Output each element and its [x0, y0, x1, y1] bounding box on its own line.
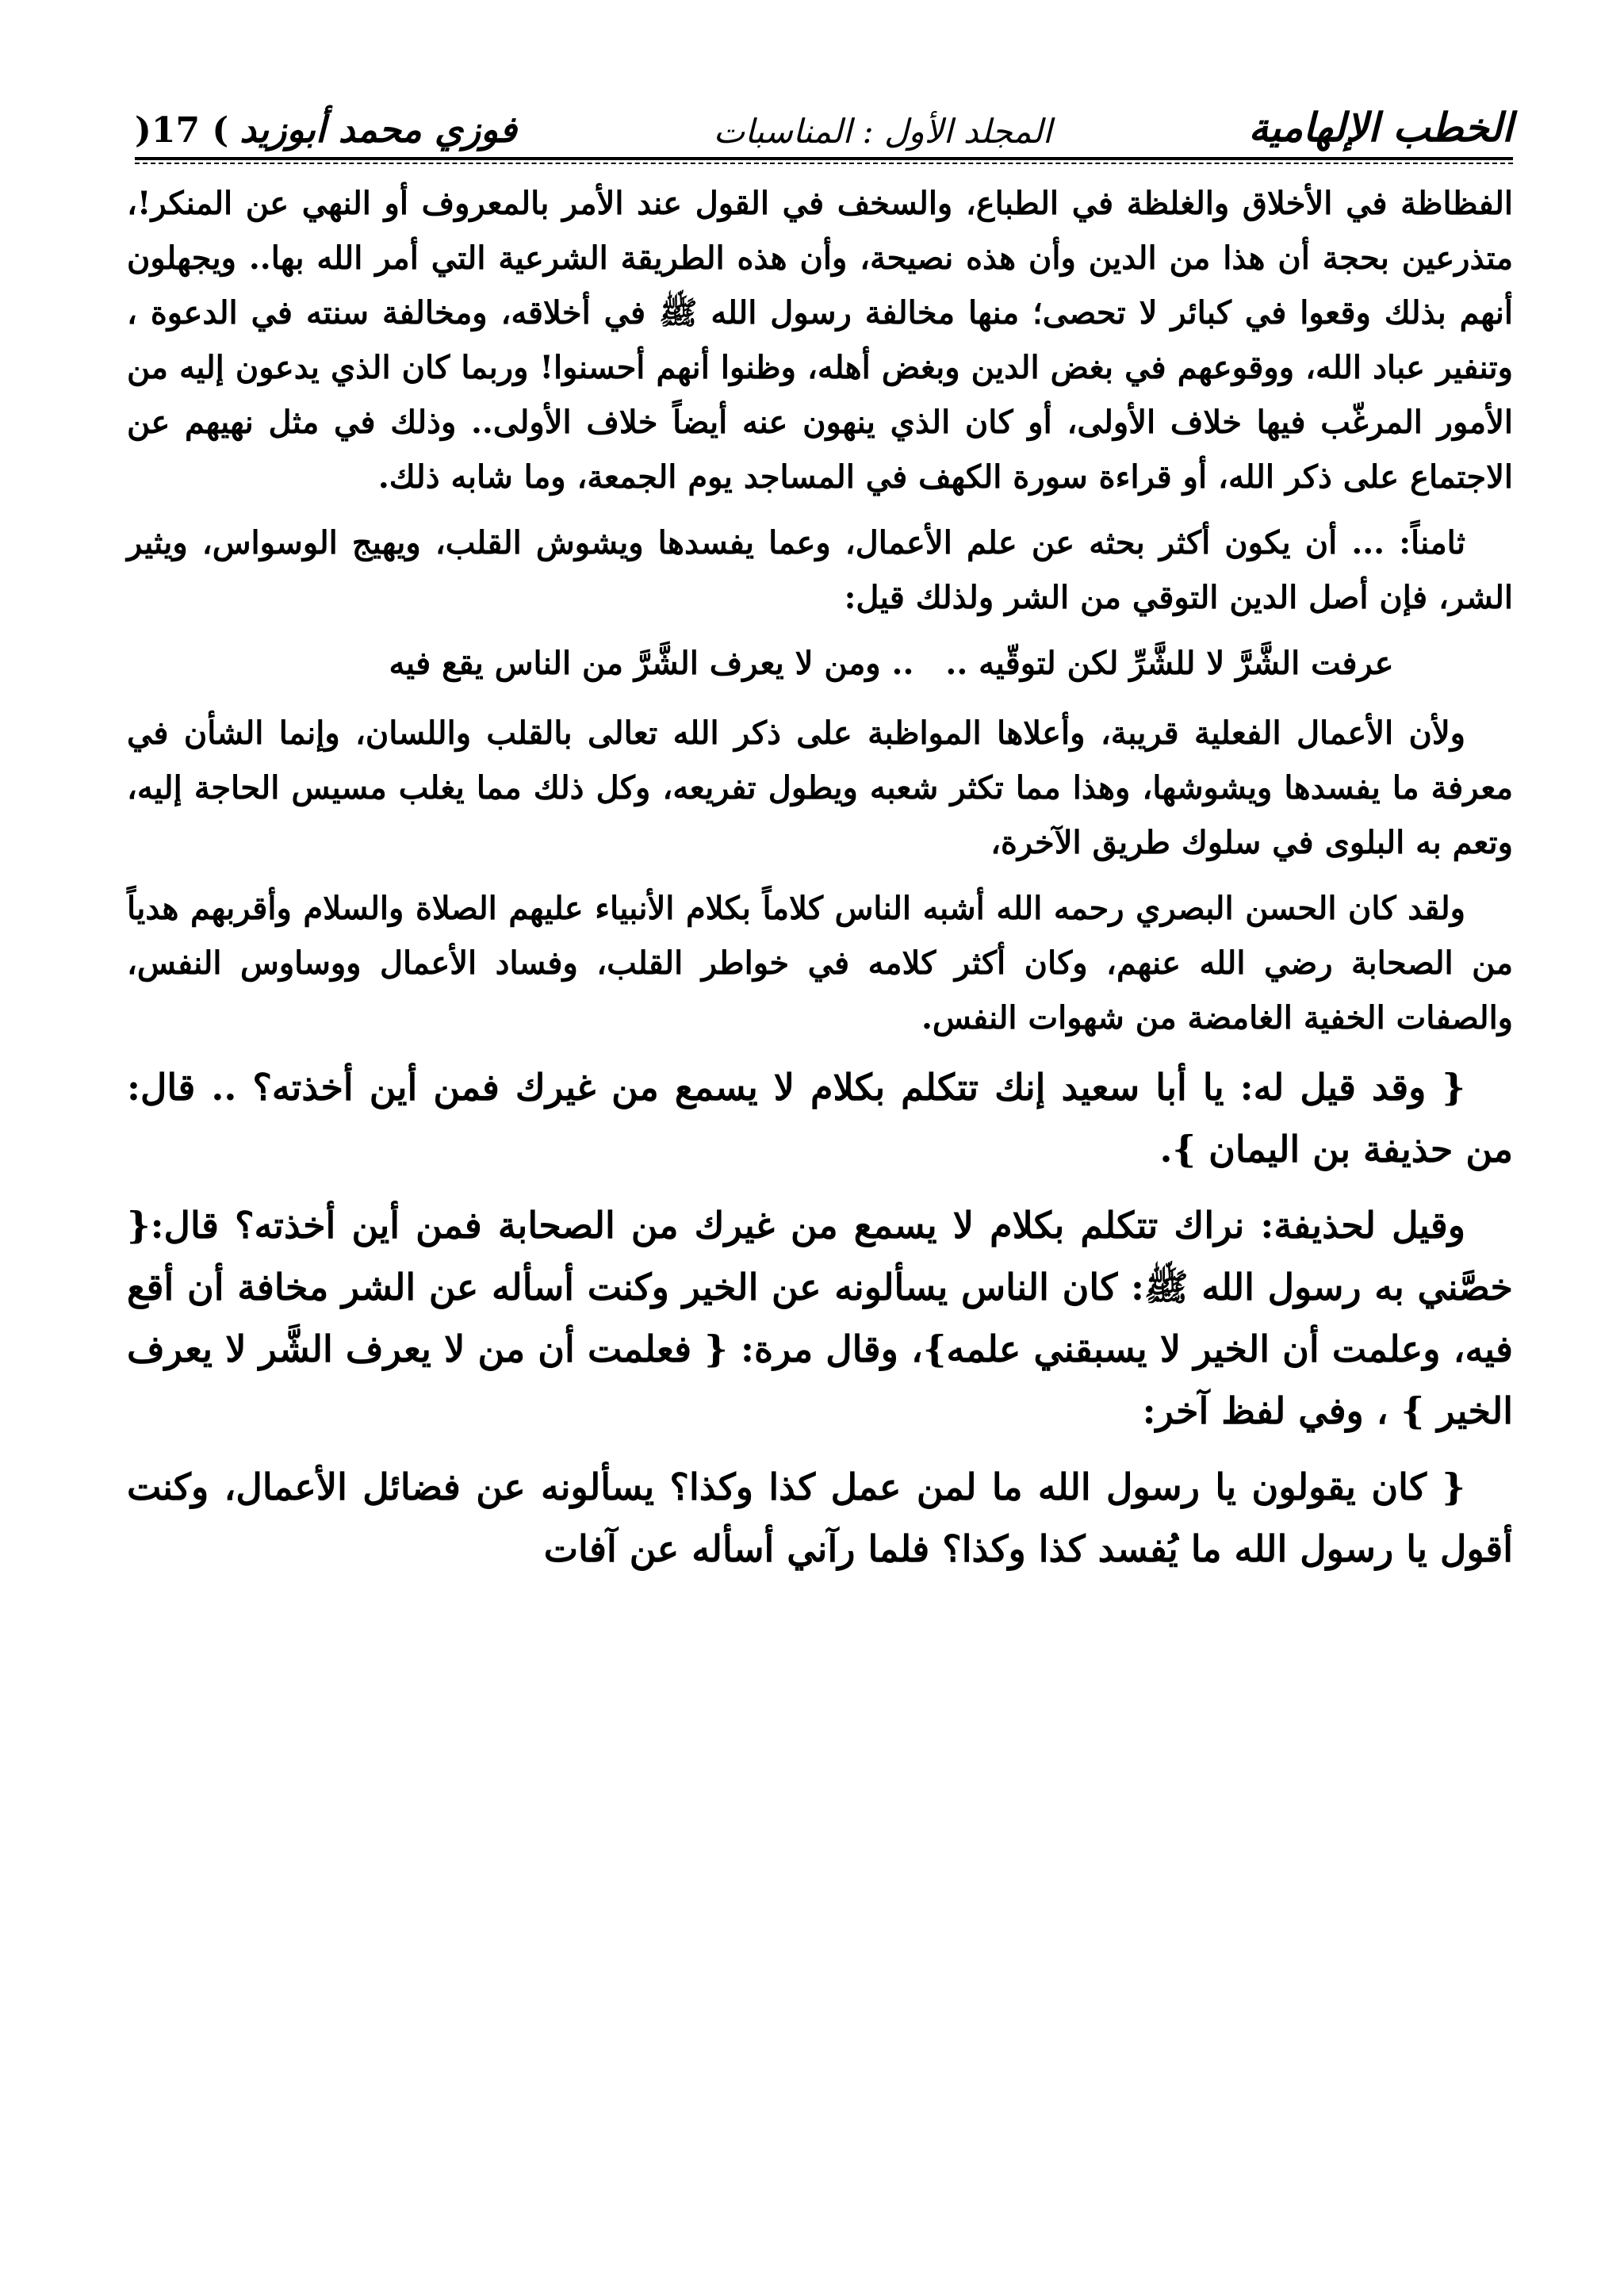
quote-paragraph: { كان يقولون يا رسول الله ما لمن عمل كذا وكذا؟ يسألونه عن فضائل الأعمال، وكنت أقول يا رسول الله ما يُفسد كذا وكذا؟ فلما رآني أسأله عن آفات: [127, 1465, 1513, 1570]
series-title: الخطب الإلهامية: [1248, 104, 1513, 151]
poetry-verse: [127, 636, 1513, 692]
body-text: [127, 176, 1513, 1594]
paragraph: الفظاظة في الأخلاق والغلظة في الطباع، والسخف في القول عند الأمر بالمعروف أو النهي عن المنكر!، متذرعين بحجة أن هذا من الدين وأن هذه نصيحة، وأن هذه الطريقة الشرعية التي أمر الله بها.. ويجهلون أنهم بذلك وقعوا في كبائر لا تحصى؛ منها مخالفة رسول الله ﷺ في أخلاقه، ومخالفة سنته في الدعوة ، وتنفير عباد الله، ووقوعهم في بغض الدين وبغض أهله، وظنوا أنهم أحسنوا! وربما كان الذي يدعون إليه من الأمور المرغّب فيها خلاف الأولى، أو كان الذي ينهون عنه أيضاً خلاف الأولى.. وذلك في مثل نهيهم عن الاجتماع على ذكر الله، أو قراءة سورة الكهف في المساجد يوم الجمعة، وما شابه ذلك.: [127, 185, 1513, 496]
page-header: [135, 87, 1513, 151]
page-number: )17 (: [135, 110, 229, 151]
verse-second-hemistich: .. ومن لا يعرف الشَّرَّ من الناس يقع فيه: [389, 645, 914, 682]
quote-paragraph: وقيل لحذيفة: نراك تتكلم بكلام لا يسمع من غيرك من الصحابة فمن أين أخذته؟ قال:{ خصَّني به رسول الله ﷺ: كان الناس يسألونه عن الخير وكنت أسأله عن الشر مخافة أن أقع فيه، وعلمت أن الخير لا يسبقني علمه}، وقال مرة: { فعلمت أن من لا يعرف الشَّر لا يعرف الخير } ، وفي لفظ آخر:: [127, 1204, 1513, 1432]
volume-topic: المجلد الأول : المناسبات: [713, 112, 1052, 151]
paragraph: ولقد كان الحسن البصري رحمه الله أشبه الناس كلاماً بكلام الأنبياء عليهم الصلاة والسلام وأقربهم هدياً من الصحابة رضي الله عنهم، وكان أكثر كلامه في خواطر القلب، وفساد الأعمال ووساوس النفس، والصفات الخفية الغامضة من شهوات النفس.: [127, 890, 1513, 1036]
verse-first-hemistich: عرفت الشَّرَّ لا للشَّرِّ لكن لتوقّيه ..: [945, 645, 1394, 682]
author-page-group: [135, 108, 517, 151]
paragraph: ثامناً: ... أن يكون أكثر بحثه عن علم الأعمال، وعما يفسدها ويشوش القلب، ويهيج الوسواس، ويثير الشر، فإن أصل الدين التوقي من الشر ولذلك قيل:: [127, 524, 1513, 616]
paragraph: ولأن الأعمال الفعلية قريبة، وأعلاها المواظبة على ذكر الله تعالى بالقلب واللسان، وإنما الشأن في معرفة ما يفسدها ويشوشها، وهذا مما تكثر شعبه ويطول تفريعه، وكل ذلك مما يغلب مسيس الحاجة إليه، وتعم به البلوى في سلوك طريق الآخرة،: [127, 715, 1513, 861]
author-name: فوزي محمد أبوزيد: [239, 108, 517, 151]
quote-paragraph: { وقد قيل له: يا أبا سعيد إنك تتكلم بكلام لا يسمع من غيرك فمن أين أخذته؟ .. قال: من حذيفة بن اليمان }.: [127, 1066, 1513, 1170]
header-divider: [135, 157, 1513, 164]
